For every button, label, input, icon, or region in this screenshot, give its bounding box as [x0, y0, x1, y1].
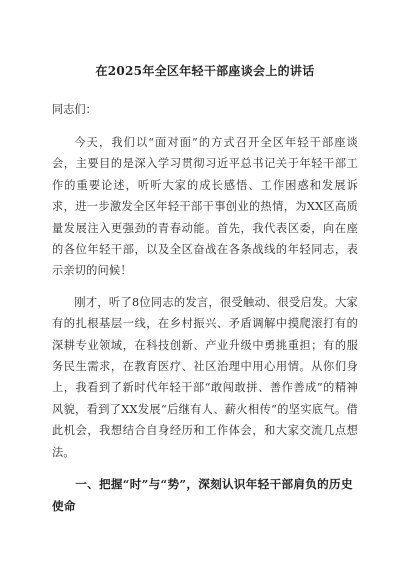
section-heading: 一、把握“时”与“势”，深刻认识年轻干部肩负的历史使命	[52, 477, 353, 514]
paragraph-opening: 今天，我们以“面对面”的方式召开全区年轻干部座谈会，主要目的是深入学习贯彻习近平总书记关于年轻干部工作的重要论述，听听大家的成长感悟、工作困惑和发展诉求，进一步激发全区年轻干部干事创业的热情，为XX区高质量发展注入更强劲的青春动能。首先，我代表区委，向在座的各位年轻干部，以及全区奋战在各条战线的年轻同志，表示亲切的问候！	[52, 136, 358, 278]
paragraph-reflection: 刚才，听了8位同志的发言，很受触动、很受启发。大家有的扎根基层一线，在乡村振兴、矛盾调解中摸爬滚打有的深耕专业领域，在科技创新、产业升级中勇挑重担；有的服务民生需求，在教育医疗、社区治理中用心用情。从你们身上，我看到了新时代年轻干部“敢闯敢拼、善作善成”的精神风貌，看到了XX发展“后继有人、薪火相传”的坚实底气。借此机会，我想结合自身经历和工作体会，和大家交流几点想法。	[52, 295, 358, 459]
salutation: 同志们：	[52, 103, 97, 116]
document-title: 在2025年全区年轻干部座谈会上的讲话	[95, 64, 315, 78]
